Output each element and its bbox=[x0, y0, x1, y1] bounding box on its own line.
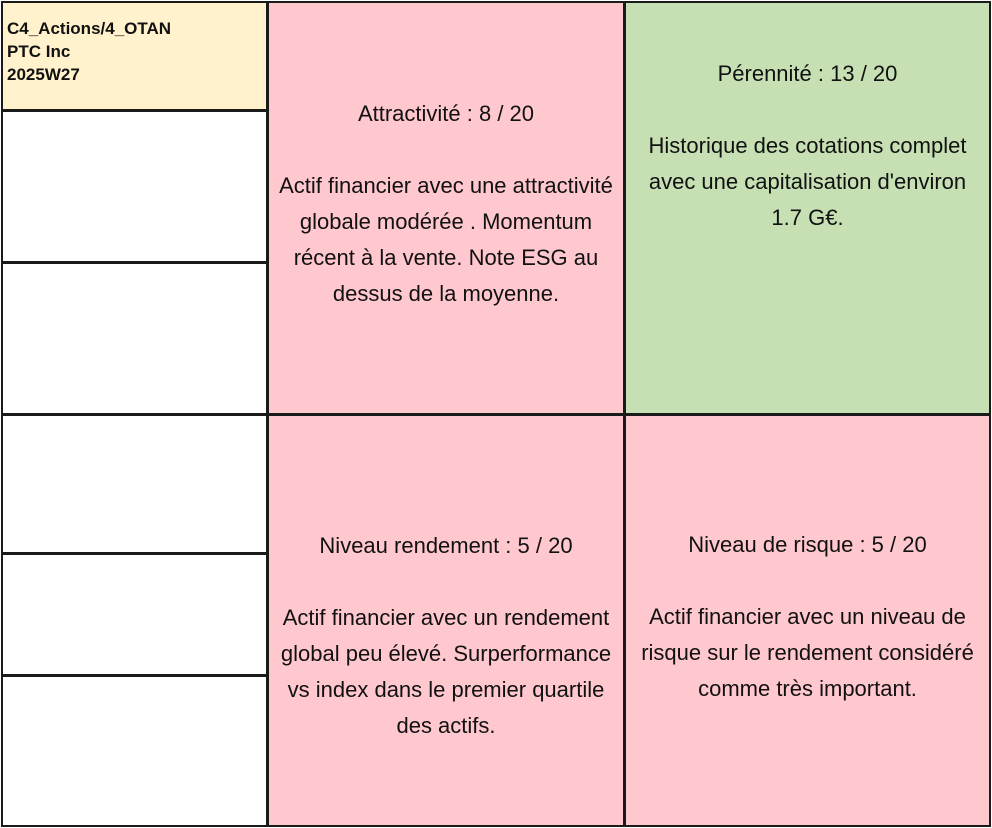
risque-description: Actif financier avec un niveau de risque sur le rendement considéré comme très important. bbox=[641, 603, 974, 701]
header-cell bbox=[1, 1, 268, 111]
empty-cell bbox=[1, 110, 268, 263]
empty-cell bbox=[1, 262, 268, 415]
rendement-score: Niveau rendement : 5 / 20 bbox=[319, 532, 573, 558]
risque-quadrant bbox=[624, 414, 991, 827]
empty-cell bbox=[1, 675, 268, 827]
perennite-description: Historique des cotations complet avec une capitalisation d'environ 1.7 G€. bbox=[648, 133, 967, 230]
category-label: C4_Actions/4_OTAN bbox=[7, 19, 172, 38]
company-name: PTC Inc bbox=[7, 42, 71, 61]
rendement-quadrant bbox=[267, 414, 625, 827]
perennite-score: Pérennité : 13 / 20 bbox=[717, 61, 898, 86]
perennite-quadrant bbox=[624, 1, 991, 415]
rendement-description: Actif financier avec un rendement global peu élevé. Surperformance vs index dans le premier quartile des actifs. bbox=[280, 604, 612, 738]
empty-cell bbox=[1, 414, 268, 554]
attractivite-quadrant bbox=[267, 1, 625, 415]
risque-score: Niveau de risque : 5 / 20 bbox=[688, 531, 927, 557]
attractivite-score: Attractivité : 8 / 20 bbox=[357, 101, 535, 126]
week-label: 2025W27 bbox=[7, 65, 80, 84]
empty-cell bbox=[1, 553, 268, 676]
attractivite-description: Actif financier avec une attractivité globale modérée . Momentum récent à la vente. Note ESG au dessus de la moyenne. bbox=[279, 173, 613, 306]
